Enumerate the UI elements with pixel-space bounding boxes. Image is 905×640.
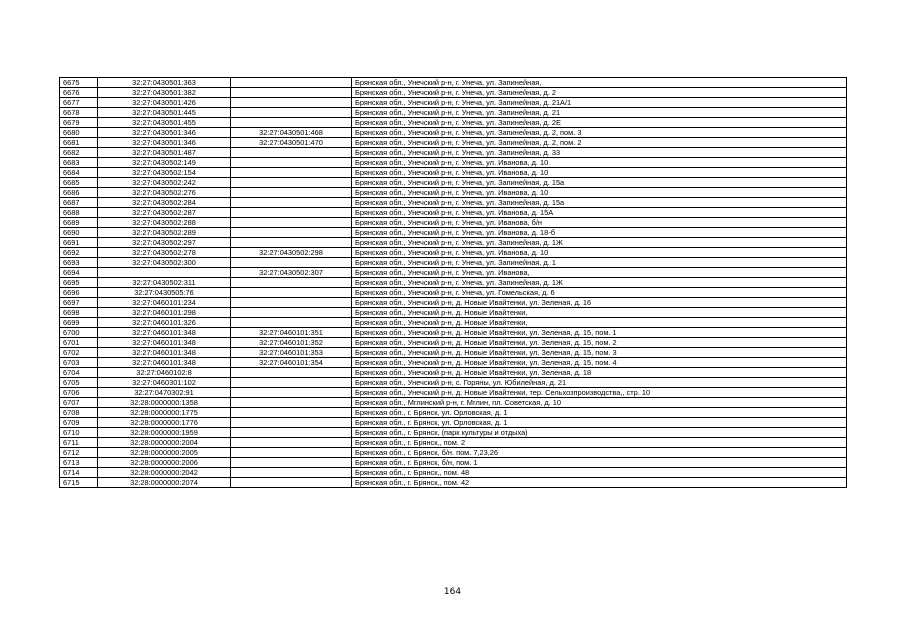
address-cell: Брянская обл., Унечский р-н, г. Унеча, ул. Иванова, д. 10 xyxy=(352,188,847,198)
premises-cadastral-number-cell xyxy=(231,288,352,298)
premises-cadastral-number-cell xyxy=(231,428,352,438)
address-cell: Брянская обл., Унечский р-н, г. Унеча, ул. Запинейная, д. 33 xyxy=(352,148,847,158)
table-row xyxy=(60,438,847,448)
address-cell: Брянская обл., г. Брянск,, пом. 48 xyxy=(352,468,847,478)
address-cell: Брянская обл., Унечский р-н, г. Унеча, ул. Запинейная, д. 21А/1 xyxy=(352,98,847,108)
cadastral-number-cell: 32:28:0000000:1358 xyxy=(98,398,231,408)
address-cell: Брянская обл., Унечский р-н, д. Новые Ивайтенки, ул. Зеленая, д. 15, пом. 1 xyxy=(352,328,847,338)
row-number-cell: 6713 xyxy=(60,458,98,468)
cadastral-number-cell: 32:27:0460101:234 xyxy=(98,298,231,308)
table-row xyxy=(60,108,847,118)
premises-cadastral-number-cell: 32:27:0430501:468 xyxy=(231,128,352,138)
address-cell: Брянская обл., Унечский р-н, с. Горяны, ул. Юбилейная, д. 21 xyxy=(352,378,847,388)
address-cell: Брянская обл., Унечский р-н, г. Унеча, ул. Иванова, д. 10 xyxy=(352,248,847,258)
address-cell: Брянская обл., Унечский р-н, г. Унеча, ул. Запинейная, д. 2, пом. 3 xyxy=(352,128,847,138)
address-cell: Брянская обл., Унечский р-н, г. Унеча, ул. Запинейная, д. 1Ж xyxy=(352,278,847,288)
table-row xyxy=(60,158,847,168)
address-cell: Брянская обл., Унечский р-н, д. Новые Ивайтенки, ул. Зеленая, д. 15, пом. 3 xyxy=(352,348,847,358)
cadastral-number-cell: 32:27:0460101:348 xyxy=(98,328,231,338)
address-cell: Брянская обл., г. Брянск, б/н, пом. 1 xyxy=(352,458,847,468)
premises-cadastral-number-cell xyxy=(231,218,352,228)
row-number-cell: 6692 xyxy=(60,248,98,258)
premises-cadastral-number-cell xyxy=(231,468,352,478)
address-cell: Брянская обл., Унечский р-н, г. Унеча, ул. Запинейная, д. 15а xyxy=(352,198,847,208)
row-number-cell: 6698 xyxy=(60,308,98,318)
cadastral-number-cell: 32:27:0460101:348 xyxy=(98,338,231,348)
table-row xyxy=(60,218,847,228)
table-row xyxy=(60,368,847,378)
row-number-cell: 6696 xyxy=(60,288,98,298)
premises-cadastral-number-cell xyxy=(231,298,352,308)
row-number-cell: 6715 xyxy=(60,478,98,488)
address-cell: Брянская обл., Унечский р-н, д. Новые Ивайтенки, ул. Зеленая, д. 16 xyxy=(352,298,847,308)
address-cell: Брянская обл., г. Брянск,, пом. 2 xyxy=(352,438,847,448)
table-row xyxy=(60,308,847,318)
cadastral-number-cell: 32:27:0430502:287 xyxy=(98,208,231,218)
cadastral-number-cell: 32:27:0430502:297 xyxy=(98,238,231,248)
premises-cadastral-number-cell xyxy=(231,88,352,98)
table-row xyxy=(60,118,847,128)
row-number-cell: 6685 xyxy=(60,178,98,188)
premises-cadastral-number-cell xyxy=(231,238,352,248)
row-number-cell: 6710 xyxy=(60,428,98,438)
cadastral-number-cell: 32:28:0000000:2004 xyxy=(98,438,231,448)
row-number-cell: 6697 xyxy=(60,298,98,308)
row-number-cell: 6700 xyxy=(60,328,98,338)
premises-cadastral-number-cell xyxy=(231,78,352,88)
address-cell: Брянская обл., Унечский р-н, д. Новые Ивайтенки, ул. Зеленая, д. 15, пом. 2 xyxy=(352,338,847,348)
row-number-cell: 6686 xyxy=(60,188,98,198)
cadastral-number-cell: 32:27:0430501:487 xyxy=(98,148,231,158)
cadastral-number-cell: 32:27:0430501:382 xyxy=(98,88,231,98)
table-row xyxy=(60,178,847,188)
row-number-cell: 6706 xyxy=(60,388,98,398)
address-cell: Брянская обл., Унечский р-н, г. Унеча, ул. Запинейная, xyxy=(352,78,847,88)
premises-cadastral-number-cell xyxy=(231,198,352,208)
cadastral-number-cell: 32:28:0000000:1959 xyxy=(98,428,231,438)
premises-cadastral-number-cell: 32:27:0460101:354 xyxy=(231,358,352,368)
cadastral-number-cell: 32:27:0430502:284 xyxy=(98,198,231,208)
premises-cadastral-number-cell xyxy=(231,398,352,408)
table-row xyxy=(60,348,847,358)
table-row xyxy=(60,138,847,148)
cadastral-number-cell: 32:28:0000000:1775 xyxy=(98,408,231,418)
row-number-cell: 6677 xyxy=(60,98,98,108)
table-row xyxy=(60,388,847,398)
cadastral-number-cell: 32:27:0430502:311 xyxy=(98,278,231,288)
premises-cadastral-number-cell: 32:27:0430502:298 xyxy=(231,248,352,258)
address-cell: Брянская обл., Унечский р-н, г. Унеча, ул. Иванова, д. 10 xyxy=(352,158,847,168)
address-cell: Брянская обл., Унечский р-н, д. Новые Ивайтенки, ул. Зеленая, д. 18 xyxy=(352,368,847,378)
premises-cadastral-number-cell xyxy=(231,278,352,288)
table-row xyxy=(60,288,847,298)
premises-cadastral-number-cell xyxy=(231,438,352,448)
premises-cadastral-number-cell xyxy=(231,388,352,398)
table-row xyxy=(60,448,847,458)
row-number-cell: 6678 xyxy=(60,108,98,118)
cadastral-number-cell: 32:27:0460101:348 xyxy=(98,348,231,358)
row-number-cell: 6675 xyxy=(60,78,98,88)
table-row xyxy=(60,148,847,158)
row-number-cell: 6701 xyxy=(60,338,98,348)
premises-cadastral-number-cell xyxy=(231,178,352,188)
cadastral-number-cell: 32:28:0000000:2074 xyxy=(98,478,231,488)
table-row xyxy=(60,328,847,338)
table-row xyxy=(60,198,847,208)
premises-cadastral-number-cell xyxy=(231,118,352,128)
cadastral-number-cell: 32:28:0000000:2006 xyxy=(98,458,231,468)
cadastral-number-cell: 32:27:0430501:346 xyxy=(98,138,231,148)
cadastral-number-cell: 32:27:0460101:348 xyxy=(98,358,231,368)
table-row xyxy=(60,78,847,88)
table-row xyxy=(60,298,847,308)
cadastral-number-cell: 32:27:0430502:154 xyxy=(98,168,231,178)
row-number-cell: 6687 xyxy=(60,198,98,208)
premises-cadastral-number-cell xyxy=(231,168,352,178)
cadastral-number-cell: 32:27:0430502:278 xyxy=(98,248,231,258)
row-number-cell: 6705 xyxy=(60,378,98,388)
row-number-cell: 6694 xyxy=(60,268,98,278)
premises-cadastral-number-cell: 32:27:0430502:307 xyxy=(231,268,352,278)
table-row xyxy=(60,378,847,388)
registry-table-body xyxy=(60,78,847,488)
table-row xyxy=(60,268,847,278)
cadastral-number-cell: 32:27:0430501:363 xyxy=(98,78,231,88)
premises-cadastral-number-cell xyxy=(231,108,352,118)
premises-cadastral-number-cell xyxy=(231,98,352,108)
table-row xyxy=(60,428,847,438)
cadastral-number-cell: 32:27:0430502:149 xyxy=(98,158,231,168)
cadastral-number-cell: 32:27:0430501:426 xyxy=(98,98,231,108)
cadastral-number-cell: 32:27:0460101:298 xyxy=(98,308,231,318)
row-number-cell: 6711 xyxy=(60,438,98,448)
address-cell: Брянская обл., Унечский р-н, д. Новые Ивайтенки, xyxy=(352,308,847,318)
table-row xyxy=(60,468,847,478)
premises-cadastral-number-cell: 32:27:0460101:353 xyxy=(231,348,352,358)
address-cell: Брянская обл., Унечский р-н, д. Новые Ивайтенки, xyxy=(352,318,847,328)
table-row xyxy=(60,408,847,418)
address-cell: Брянская обл., Унечский р-н, д. Новые Ивайтенки, тер. Сельхозпроизводства,, стр. 10 xyxy=(352,388,847,398)
table-row xyxy=(60,458,847,468)
row-number-cell: 6703 xyxy=(60,358,98,368)
address-cell: Брянская обл., г. Брянск, ул. Орловская, д. 1 xyxy=(352,408,847,418)
premises-cadastral-number-cell xyxy=(231,368,352,378)
cadastral-number-cell: 32:28:0000000:2042 xyxy=(98,468,231,478)
address-cell: Брянская обл., Унечский р-н, д. Новые Ивайтенки, ул. Зеленая, д. 15, пом. 4 xyxy=(352,358,847,368)
table-row xyxy=(60,88,847,98)
row-number-cell: 6682 xyxy=(60,148,98,158)
premises-cadastral-number-cell xyxy=(231,458,352,468)
cadastral-number-cell: 32:27:0430501:455 xyxy=(98,118,231,128)
registry-table xyxy=(59,77,847,488)
row-number-cell: 6695 xyxy=(60,278,98,288)
table-row xyxy=(60,188,847,198)
premises-cadastral-number-cell xyxy=(231,208,352,218)
address-cell: Брянская обл., Унечский р-н, г. Унеча, ул. Иванова, д. 18-б xyxy=(352,228,847,238)
address-cell: Брянская обл., г. Брянск, б/н. пом. 7,23,26 xyxy=(352,448,847,458)
table-row xyxy=(60,168,847,178)
table-row xyxy=(60,248,847,258)
cadastral-number-cell: 32:27:0470302:91 xyxy=(98,388,231,398)
row-number-cell: 6707 xyxy=(60,398,98,408)
premises-cadastral-number-cell xyxy=(231,318,352,328)
row-number-cell: 6714 xyxy=(60,468,98,478)
address-cell: Брянская обл., Унечский р-н, г. Унеча, ул. Иванова, д. 15А xyxy=(352,208,847,218)
row-number-cell: 6712 xyxy=(60,448,98,458)
premises-cadastral-number-cell xyxy=(231,418,352,428)
premises-cadastral-number-cell xyxy=(231,258,352,268)
table-row xyxy=(60,98,847,108)
address-cell: Брянская обл., г. Брянск,, пом. 42 xyxy=(352,478,847,488)
cadastral-number-cell xyxy=(98,268,231,278)
row-number-cell: 6702 xyxy=(60,348,98,358)
table-row xyxy=(60,478,847,488)
row-number-cell: 6709 xyxy=(60,418,98,428)
premises-cadastral-number-cell: 32:27:0430501:470 xyxy=(231,138,352,148)
table-row xyxy=(60,358,847,368)
row-number-cell: 6704 xyxy=(60,368,98,378)
cadastral-number-cell: 32:27:0430505:76 xyxy=(98,288,231,298)
cadastral-number-cell: 32:28:0000000:1776 xyxy=(98,418,231,428)
table-row xyxy=(60,258,847,268)
table-row xyxy=(60,418,847,428)
premises-cadastral-number-cell: 32:27:0460101:352 xyxy=(231,338,352,348)
table-row xyxy=(60,208,847,218)
address-cell: Брянская обл., Унечский р-н, г. Унеча, ул. Иванова, б/н xyxy=(352,218,847,228)
address-cell: Брянская обл., Унечский р-н, г. Унеча, ул. Запинейная, д. 2Е xyxy=(352,118,847,128)
address-cell: Брянская обл., г. Брянск, ул. Орловская, д. 1 xyxy=(352,418,847,428)
address-cell: Брянская обл., Унечский р-н, г. Унеча, ул. Запинейная, д. 15а xyxy=(352,178,847,188)
cadastral-number-cell: 32:28:0000000:2005 xyxy=(98,448,231,458)
address-cell: Брянская обл., Унечский р-н, г. Унеча, ул. Запинейная, д. 1Ж xyxy=(352,238,847,248)
address-cell: Брянская обл., Мглинский р-н, г. Мглин, пл. Советская, д. 10 xyxy=(352,398,847,408)
cadastral-number-cell: 32:27:0430501:445 xyxy=(98,108,231,118)
premises-cadastral-number-cell: 32:27:0460101:351 xyxy=(231,328,352,338)
row-number-cell: 6699 xyxy=(60,318,98,328)
cadastral-number-cell: 32:27:0430502:300 xyxy=(98,258,231,268)
cadastral-number-cell: 32:27:0430502:276 xyxy=(98,188,231,198)
premises-cadastral-number-cell xyxy=(231,188,352,198)
row-number-cell: 6684 xyxy=(60,168,98,178)
premises-cadastral-number-cell xyxy=(231,448,352,458)
row-number-cell: 6683 xyxy=(60,158,98,168)
premises-cadastral-number-cell xyxy=(231,408,352,418)
cadastral-number-cell: 32:27:0460301:102 xyxy=(98,378,231,388)
address-cell: Брянская обл., Унечский р-н, г. Унеча, ул. Запинейная, д. 1 xyxy=(352,258,847,268)
row-number-cell: 6691 xyxy=(60,238,98,248)
table-row xyxy=(60,318,847,328)
page-number: 164 xyxy=(443,587,462,597)
cadastral-number-cell: 32:27:0460102:8 xyxy=(98,368,231,378)
premises-cadastral-number-cell xyxy=(231,478,352,488)
row-number-cell: 6679 xyxy=(60,118,98,128)
cadastral-number-cell: 32:27:0430501:346 xyxy=(98,128,231,138)
address-cell: Брянская обл., Унечский р-н, г. Унеча, ул. Иванова, xyxy=(352,268,847,278)
cadastral-number-cell: 32:27:0430502:288 xyxy=(98,218,231,228)
address-cell: Брянская обл., Унечский р-н, г. Унеча, ул. Запинейная, д. 2 xyxy=(352,88,847,98)
premises-cadastral-number-cell xyxy=(231,308,352,318)
premises-cadastral-number-cell xyxy=(231,148,352,158)
address-cell: Брянская обл., Унечский р-н, г. Унеча, ул. Запинейная, д. 21 xyxy=(352,108,847,118)
table-row xyxy=(60,238,847,248)
table-row xyxy=(60,398,847,408)
table-row xyxy=(60,228,847,238)
row-number-cell: 6708 xyxy=(60,408,98,418)
row-number-cell: 6688 xyxy=(60,208,98,218)
row-number-cell: 6681 xyxy=(60,138,98,148)
address-cell: Брянская обл., г. Брянск, (парк культуры и отдыха) xyxy=(352,428,847,438)
table-row xyxy=(60,278,847,288)
cadastral-number-cell: 32:27:0430502:242 xyxy=(98,178,231,188)
row-number-cell: 6676 xyxy=(60,88,98,98)
row-number-cell: 6680 xyxy=(60,128,98,138)
address-cell: Брянская обл., Унечский р-н, г. Унеча, ул. Иванова, д. 10 xyxy=(352,168,847,178)
address-cell: Брянская обл., Унечский р-н, г. Унеча, ул. Запинейная, д. 2, пом. 2 xyxy=(352,138,847,148)
premises-cadastral-number-cell xyxy=(231,228,352,238)
table-row xyxy=(60,128,847,138)
row-number-cell: 6689 xyxy=(60,218,98,228)
table-row xyxy=(60,338,847,348)
premises-cadastral-number-cell xyxy=(231,158,352,168)
cadastral-number-cell: 32:27:0430502:289 xyxy=(98,228,231,238)
cadastral-number-cell: 32:27:0460101:326 xyxy=(98,318,231,328)
address-cell: Брянская обл., Унечский р-н, г. Унеча, ул. Гомельская, д. 6 xyxy=(352,288,847,298)
row-number-cell: 6693 xyxy=(60,258,98,268)
premises-cadastral-number-cell xyxy=(231,378,352,388)
row-number-cell: 6690 xyxy=(60,228,98,238)
